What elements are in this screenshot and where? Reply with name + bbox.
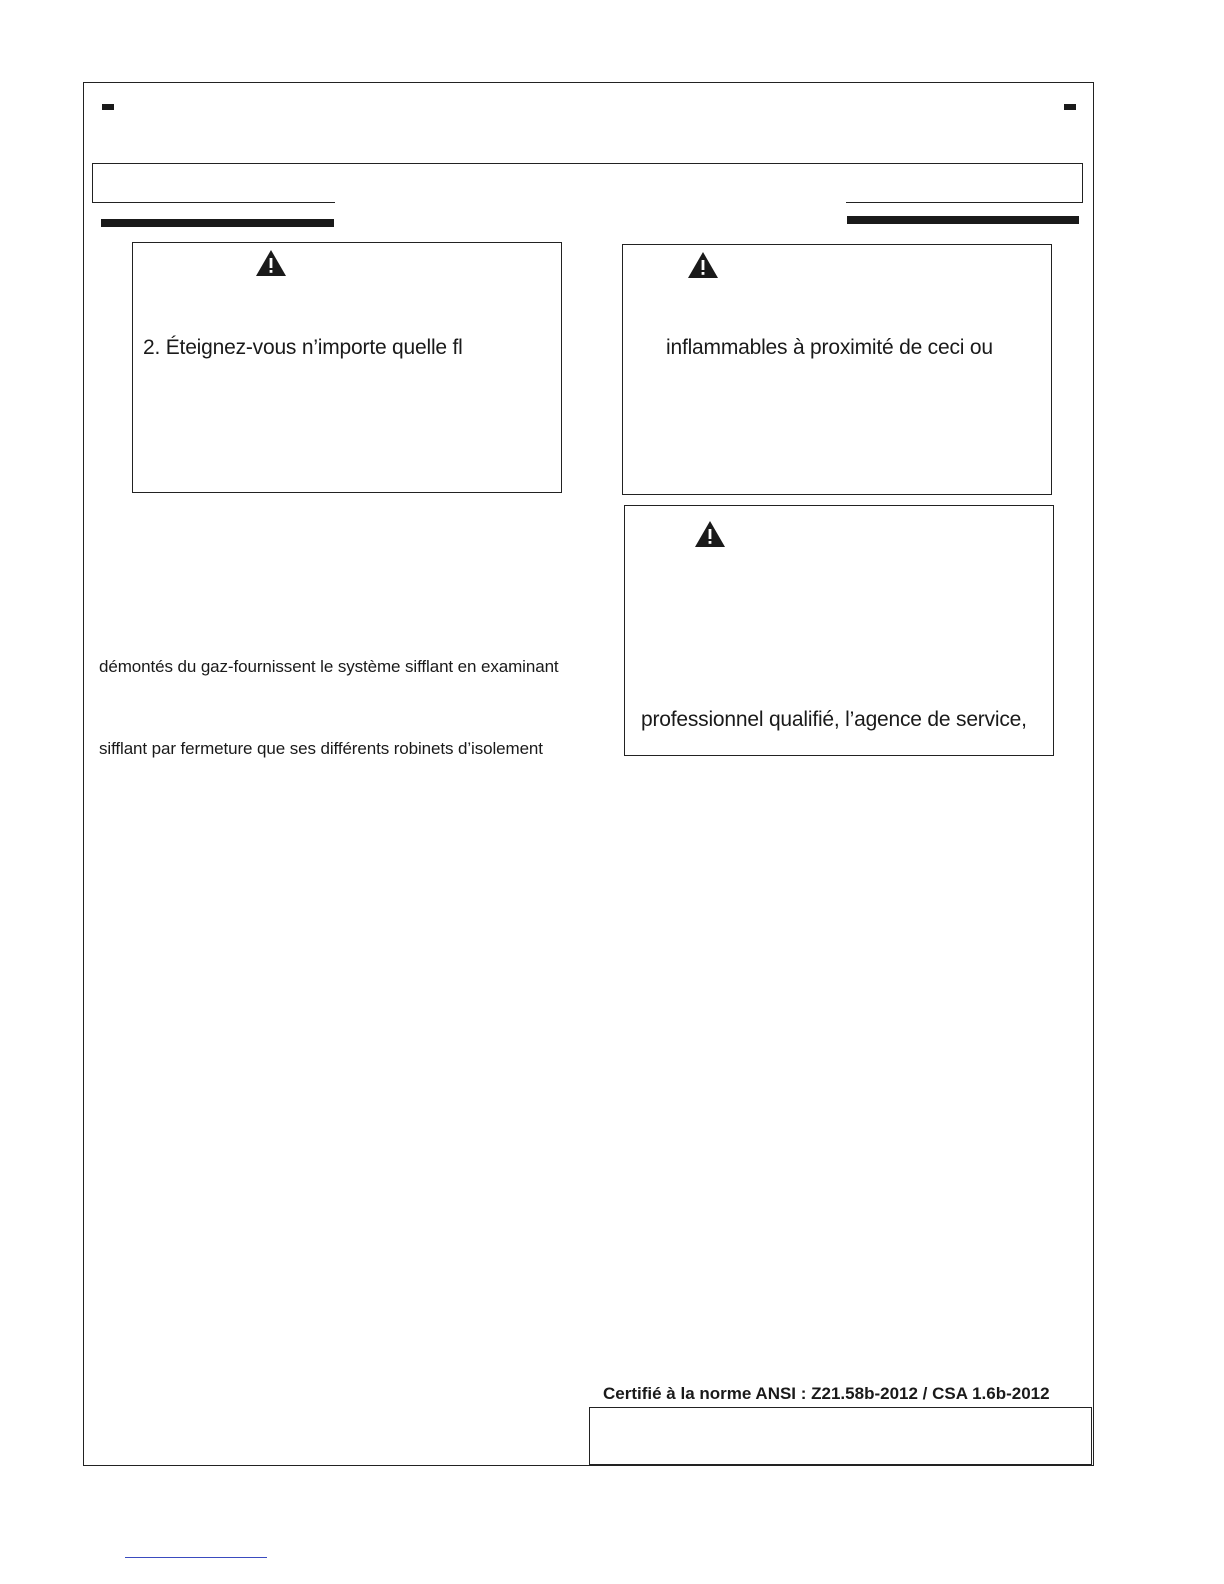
warning-triangle-icon <box>255 249 287 277</box>
section-rule-right <box>847 216 1079 224</box>
certification-box <box>589 1407 1092 1465</box>
link-underline[interactable] <box>125 1557 267 1558</box>
corner-mark-left <box>102 104 114 110</box>
body-text-line-1: démontés du gaz-fournissent le système sifflant en examinant <box>99 657 559 676</box>
warning-box-left-text: 2. Éteignez-vous n’importe quelle fl <box>143 336 463 359</box>
warning-box-right-bottom <box>624 505 1054 756</box>
certification-label: Certifié à la norme ANSI : Z21.58b-2012 / CSA 1.6b-2012 <box>603 1384 1050 1403</box>
warning-box-right-top-text: inflammables à proximité de ceci ou <box>666 336 993 359</box>
warning-triangle-icon <box>687 251 719 279</box>
warning-box-right-top <box>622 244 1052 495</box>
warning-box-left <box>132 242 562 493</box>
title-bar-gap <box>335 196 846 206</box>
corner-mark-right <box>1064 104 1076 110</box>
warning-triangle-icon <box>694 520 726 548</box>
body-text-line-2: sifflant par fermeture que ses différents robinets d’isolement <box>99 739 543 758</box>
warning-box-right-bottom-text: professionnel qualifié, l’agence de service, <box>641 708 1027 731</box>
section-rule-left <box>101 219 334 227</box>
